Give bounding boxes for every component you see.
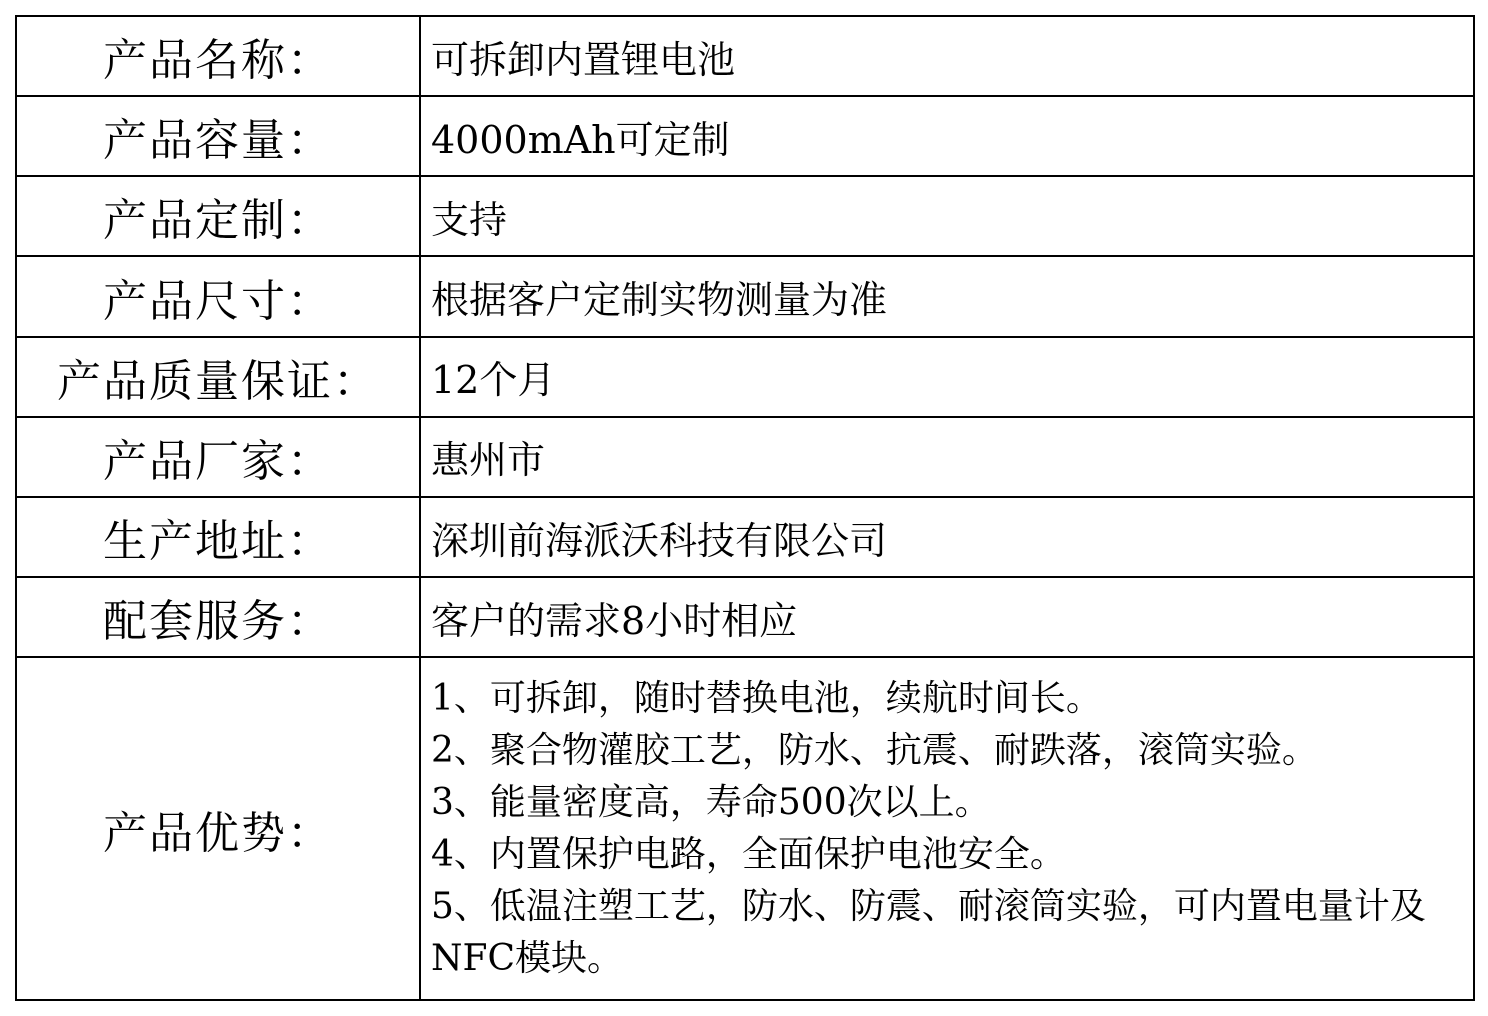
- spec-value: 根据客户定制实物测量为准: [420, 256, 1474, 336]
- list-item: 1、可拆卸，随时替换电池，续航时间长。: [431, 677, 1102, 719]
- advantages-list: [431, 673, 1473, 985]
- list-item: 4、内置保护电路，全面保护电池安全。: [431, 833, 1066, 875]
- product-spec-table: [15, 15, 1475, 1001]
- spec-row-address: [16, 497, 1474, 577]
- spec-label: 产品质量保证：: [16, 337, 420, 417]
- spec-value: 支持: [420, 176, 1474, 256]
- list-item: 5、低温注塑工艺，防水、防震、耐滚筒实验，可内置电量计及NFC模块。: [431, 885, 1426, 979]
- spec-row-capacity: [16, 96, 1474, 176]
- spec-label: 配套服务：: [16, 577, 420, 657]
- spec-value: 客户的需求8小时相应: [420, 577, 1474, 657]
- spec-row-size: [16, 256, 1474, 336]
- spec-row-manufacturer: [16, 417, 1474, 497]
- spec-row-warranty: [16, 337, 1474, 417]
- spec-label: 产品名称：: [16, 16, 420, 96]
- spec-label: 产品容量：: [16, 96, 420, 176]
- spec-label: 产品定制：: [16, 176, 420, 256]
- spec-value: 12个月: [420, 337, 1474, 417]
- advantages-cell: [420, 657, 1474, 1000]
- spec-label: 生产地址：: [16, 497, 420, 577]
- list-item: 3、能量密度高，寿命500次以上。: [431, 781, 991, 823]
- spec-label: 产品优势：: [16, 657, 420, 1000]
- spec-row-advantages: [16, 657, 1474, 1000]
- list-item: 2、聚合物灌胶工艺，防水、抗震、耐跌落，滚筒实验。: [431, 729, 1318, 771]
- spec-row-product-name: [16, 16, 1474, 96]
- spec-row-service: [16, 577, 1474, 657]
- spec-value: 惠州市: [420, 417, 1474, 497]
- spec-label: 产品厂家：: [16, 417, 420, 497]
- spec-row-customization: [16, 176, 1474, 256]
- spec-value: 可拆卸内置锂电池: [420, 16, 1474, 96]
- spec-value: 深圳前海派沃科技有限公司: [420, 497, 1474, 577]
- spec-label: 产品尺寸：: [16, 256, 420, 336]
- spec-value: 4000mAh可定制: [420, 96, 1474, 176]
